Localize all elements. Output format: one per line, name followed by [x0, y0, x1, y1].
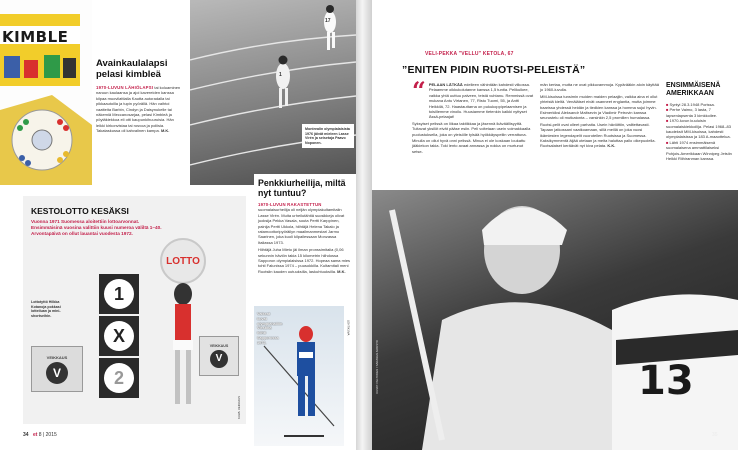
veikkaus-die-right-text: VEIKKAUS — [209, 344, 229, 348]
page-gutter — [356, 0, 372, 450]
veikkaus-die-right — [199, 336, 239, 376]
left-page — [0, 0, 356, 450]
lotto-block-x — [99, 316, 139, 356]
article-lead: PELAAN LÄTKÄÄ — [428, 82, 463, 87]
quote-mark-icon: “ — [412, 76, 426, 105]
kimble-kicker: 1970-LUVUN LÄHIÖLAPSI — [96, 85, 154, 90]
lotto-title: KESTOLOTTO KESÄKSI — [31, 206, 129, 216]
bullet-icon: ■ — [666, 107, 670, 113]
bullet-icon: ■ — [666, 102, 670, 107]
lotto-subtitle: Vuonna 1971 Suomessa aloitettiin lottoarvonnat. Ensimmäisinä vuosina valittiin kuusi numeroa väliltä 1–40. Arvontapäivä on ollut lauantai vuodesta 1972. — [31, 219, 162, 236]
bullet-icon: ■ — [666, 118, 670, 124]
lotto-ball-x: X — [104, 321, 134, 351]
kimble-signature: M.K. — [160, 128, 170, 134]
hockey-photo-credit: KUVAT: PELTONEN / SARANEN ARKISTO — [375, 340, 379, 394]
skiing-kicker: 1970-LUVUN RAKASTETTUN — [258, 202, 322, 207]
kimble-game-photo — [0, 0, 92, 185]
skiing-signature: M.K. — [337, 268, 346, 274]
skiing-photo-caption: Vaikeat kuvat olympiahalliin Viestinä hiihti Sapporossa 1972. — [257, 312, 283, 345]
hockey-photo — [372, 190, 738, 450]
bullet-icon: ■ — [666, 139, 670, 145]
skiing-credit: LEHTIKUVA — [346, 320, 351, 336]
veikkaus-die-left-text: VEIKKAUS — [46, 354, 68, 360]
sidebar-item: ■ 1970-luvun kuuluisin suomalaiskiekkoilija. Pelasi 1968–83 kaudeksit MM-kisoissa, kahdesti olympialaisissa ja 183 A-maaottelua. — [666, 118, 731, 140]
lotto-block-2 — [99, 358, 139, 398]
kimble-logo: KIMBLE — [2, 28, 69, 46]
sidebar-item: ■ Lähti 1974 ensimmäisenä suomalaisena ammattilaiseksi Pohjois-Amerikkaan Winnipeg Jetsiin Heikki Riihiranman kanssa. — [666, 139, 732, 162]
sidebar-item: ■ Perhe Vaimo, 3 lasta, 7 lapsenlapsenta 3 kimkkoilee. — [666, 107, 718, 118]
column-2-signature: K.K. — [607, 143, 616, 149]
lotto-ball-2: 2 — [104, 363, 134, 393]
skiing-body-more: Hiihtäjä Juha Mieto jäi ilman pronssimitalia (0,06 sekunnin häviön takia 15 kilometrin hiihdossa Sapporon olympialaisissa 1972. Hopeaa sama mies tohti Falunissa 1974 – puusokkilla. Kultamitali meni Ruotsiin kauden uutuuksilla, laskuhtuuksilla. — [258, 247, 351, 274]
magazine-name: et — [32, 432, 38, 438]
skiing-headline: Penkkiurheilija, miltä nyt tuntuu? — [258, 178, 346, 198]
veikkaus-logo-icon: V — [46, 362, 68, 384]
olympics-caption: Montrealin olympialaisista 1976 jäivät mieleen Lasse Virén ja seisetaja Paavo Noponen. — [305, 127, 350, 145]
skiing-article — [254, 174, 356, 304]
column-2-body-3: Ruotsi-pelit ovat olleet parhaita. Usein häviöttiin, valitettavasti. Tapaan jatkossani vaatkoamaan, sillä meillä on joka vuosi ikämiesten legendapelit vuorotellen Ruotsissa ja Suomessa. Kaksikymmentä äijää otetaan ja meita haluttaa pallo olkepuolella. Ruotsalaiset keräävät nyt kiva pelata. — [540, 121, 656, 149]
veikkaus-die-left — [31, 346, 83, 392]
article-headline: ”ENITEN PIDIN RUOTSI-PELEISTÄ” — [402, 64, 586, 76]
lotto-ball-1: 1 — [104, 279, 134, 309]
kimble-article — [96, 58, 182, 134]
running-track-illustration — [190, 0, 356, 185]
jersey-number: 13 — [638, 358, 694, 404]
runner1-bib: 1 — [279, 72, 282, 78]
olympics-caption-box — [302, 124, 354, 148]
kimble-headline: Avainkaulalapsi pelasi kimbleä — [96, 58, 168, 80]
lotto-sign-text: LOTTO — [166, 255, 200, 267]
column-1-body: edelleen vähintään kahdesti viikossa. Pelaamme oikkukolutanne kanssa 1,5 tuntia. Pelikulkee, vaikka yhtä uuttuu palveen, teistä vuhtanu. Remmissä ovat mukana Antu Virtanen, 77, Risto Tuomi, 55, ja Antti Heikkilä, 72. Haastauttarna on pukukoppipelaamisen ja toisillemme vinoilu. Huusiamme tietenkin kaikki nyttyset Ässä-pelaajat! — [428, 82, 534, 120]
right-page — [372, 0, 738, 450]
article-kicker: VELI-PEKKA "VELLU" KETOLA, 67 — [425, 51, 514, 57]
skiing-photo — [254, 306, 344, 446]
runner2-bib: 17 — [325, 18, 331, 24]
veikkaus-logo-icon: V — [210, 350, 228, 368]
kimble-body: tai koluaminen naruun kaulaansa ja ajoi kavereiden kanssa kilpaa muovilattialla Kautta autoradalla tai pikkaautoilla ja tupin pyörällä. Hän vaihtoi vaatteita Barbin, Cindyn ja Daisynukelle tai näkemiä Meccanosarjaa, pelasi Kimbleä ja pöytäkiekkoa eli otti kaupunkihuuruisia. Hän leikki kirkonvistaa tai rosvoa ja poliisia. Takataskussa oli kahvalinen kampa. — [96, 85, 181, 134]
article-column-1 — [412, 76, 534, 154]
hockey-players-illustration — [372, 190, 738, 450]
column-2-body-2: MM-kisoissa tunsimin muiden maiden pelaajiin, vaikka aina ei ollut yhteistä kieltä. Venäläiset eivät osanneet englantia, mutta joimme baarissa yhdessä heidän ja tiedkien kanssa ja homma sujui hyvin. Esimerkiksi Aleksandr Maltsevin ja Vladimir Petrovin kanssa seurustelu oli mutkatonta – varsinkin 2,5 promillen humalassa. — [540, 93, 658, 121]
article-column-2 — [540, 82, 660, 149]
skiing-body-intro: suomalaisurheilija oli neljän olympiakultamitalin Lasse Virén. Muita urheilutähtiä suosikkeja olivat juoksija Pekka Vasala, souta Pertti Karppinen, painija Pertti Ukkola, hiihtäjä Helena Takalo ja ratamoottoripyöräilyn maailmanmestari Jarmo Saarinen, joka kuoli kilpailessaan Monzassa Italiassa 1973. — [258, 207, 345, 245]
lotto-block-1 — [99, 274, 139, 314]
sidebar-item: ■ Syntyi 28.3.1948 Porissa. — [666, 102, 715, 107]
left-folio — [23, 432, 57, 438]
facts-sidebar — [666, 82, 732, 161]
column-1-body-more: Syksyiset pelissä on liikaa taktiikkaa ja jäsennä ikäväällisyyttä. Tuitavat yksilöt eivät pääse esiin. Peli voitetaan usein voimakkaalla puolustuksella, joka on yleisölle tylsää hyökkäyspeliin verrattuna. — [412, 120, 531, 137]
left-page-number: 34 — [23, 432, 29, 438]
lotto-box — [23, 196, 246, 424]
sidebar-title: ENSIMMÄISENÄ AMERIKKAAN — [666, 82, 721, 97]
olympics-running-photo — [190, 0, 356, 185]
magazine-issue: 8 | 2015 — [38, 432, 57, 438]
column-2-body: män kertaa, mutta ne ovat pikkuvammoja. Kypärääkin aloin käyttää jo 1960-luvulla. — [540, 82, 659, 93]
lotto-credit: KUVA: VEIKKAUS — [237, 396, 241, 419]
lotto-caption: Lottotyttö Hilkka Kotanoja pokkasi lotteiluan ja mini-shortseihin. — [31, 300, 61, 318]
right-page-number: 35 — [712, 432, 718, 438]
column-1-body-end: Minulla on ollut hyvä onni pelissä. Minua ei ole koskaan loukattu jääkiekon takia. Toki lento avaat annassa ja nokka on murtunut setse- — [412, 138, 526, 154]
